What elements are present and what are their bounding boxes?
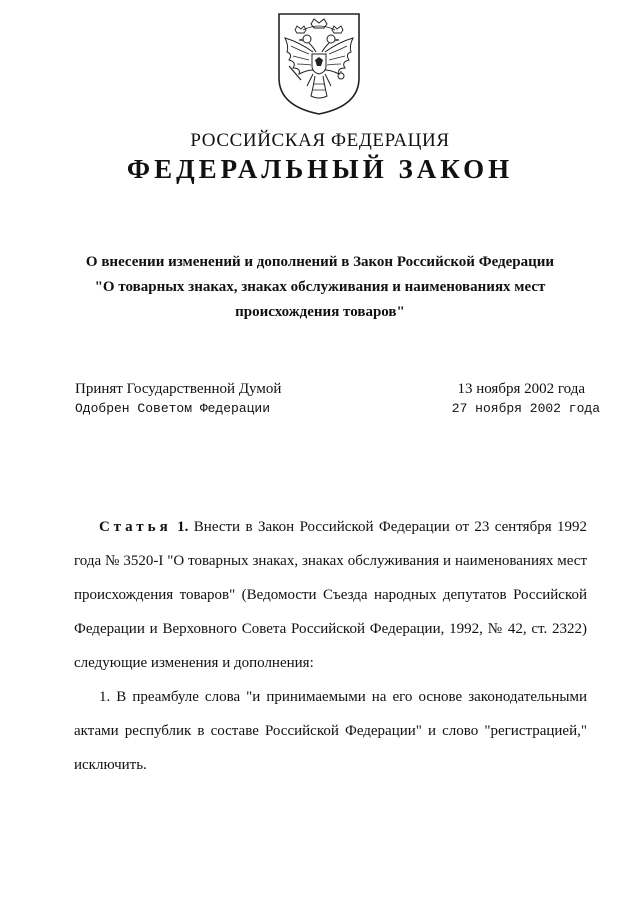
adoption-row-duma <box>75 381 600 401</box>
article-1 <box>74 510 587 782</box>
country-name: РОССИЙСКАЯ ФЕДЕРАЦИЯ <box>190 130 450 151</box>
article-1-text: Внести в Закон Российской Федерации от 23 сентября 1992 года № 3520-I "О товарных знаках, знаках обслуживания и наименованиях мест происхождения товаров" (Ведомости Съезда народных депутатов Российской Федерации и Верховного Совета Российской Федерации, 1992, № 42, ст. 2322) следующие изменения и дополнения: <box>74 519 588 671</box>
article-1-paragraph <box>74 510 587 680</box>
duma-adoption-date: 13 ноября 2002 года <box>457 381 585 397</box>
article-1-item-1: 1. В преамбуле слова "и принимаемыми на его основе законодательными актами республик в составе Российской Федерации" и слово "регистрацией," исключить. <box>74 689 587 773</box>
russian-coat-of-arms-icon <box>269 8 369 118</box>
law-title <box>60 250 580 325</box>
council-approval-date: 27 ноября 2002 года <box>451 401 600 416</box>
adoption-row-council <box>75 401 600 421</box>
law-title-line-1: О внесении изменений и дополнений в Закон Российской Федерации <box>85 254 555 270</box>
law-title-line-2: "О товарных знаках, знаках обслуживания и наименованиях мест <box>94 279 546 295</box>
law-title-line-3: происхождения товаров" <box>235 304 405 320</box>
duma-adoption-label: Принят Государственной Думой <box>75 381 282 397</box>
article-number: 1. <box>177 519 189 535</box>
article-heading-word: Статья <box>99 519 172 535</box>
document-type-heading: ФЕДЕРАЛЬНЫЙ ЗАКОН <box>126 154 514 184</box>
council-approval-label: Одобрен Советом Федерации <box>75 401 271 416</box>
